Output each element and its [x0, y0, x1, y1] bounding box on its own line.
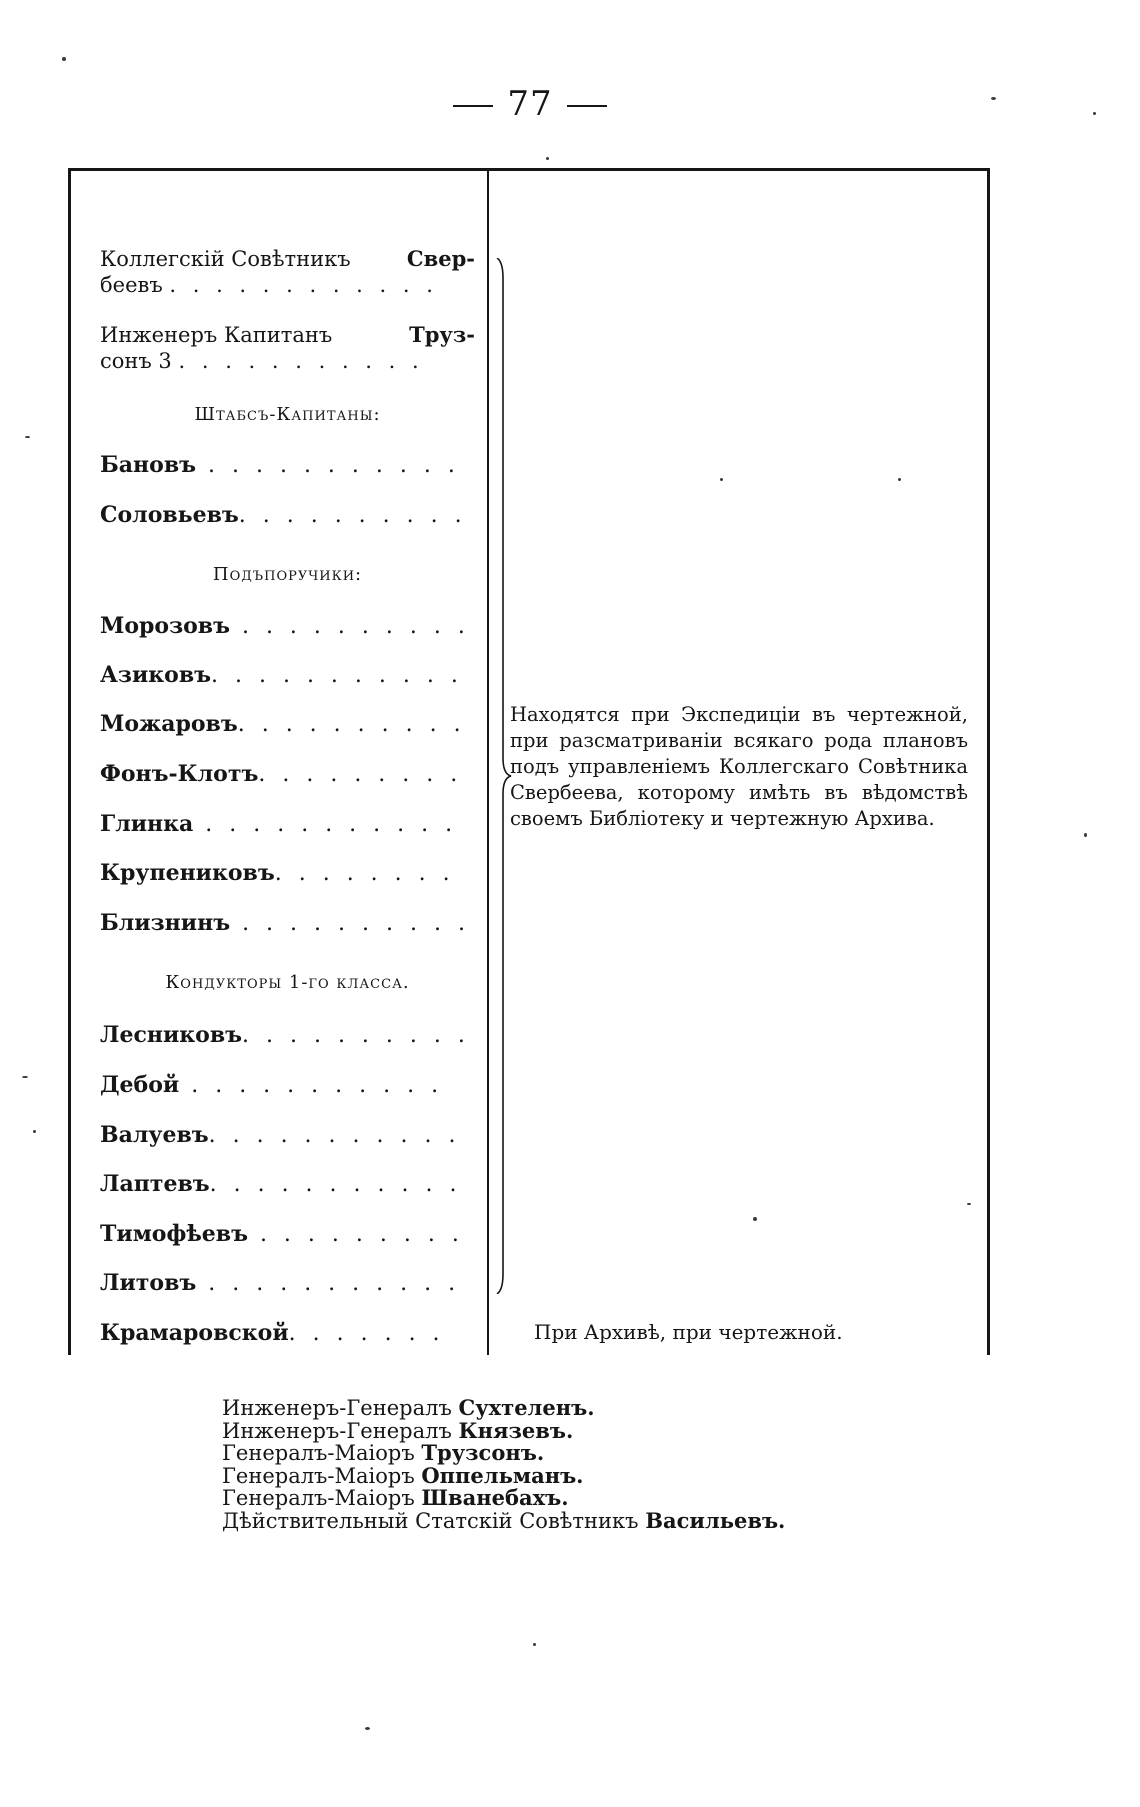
table-top-rule — [68, 168, 990, 171]
section-header-konduktory: Кондукторы 1-го класса. — [165, 972, 410, 993]
entry-laptev: Лаптевъ. . . . . . . . . . . — [100, 1171, 462, 1197]
table-left-rule — [68, 168, 71, 1355]
scan-speck — [1093, 112, 1096, 115]
table-column-rule — [487, 168, 489, 1355]
entry-bliznin: Близнинъ . . . . . . . . . . — [100, 910, 470, 936]
generals-list — [222, 1397, 785, 1532]
entry-truzson: Инженеръ Капитанъ Труз- сонъ 3 . . . . . . . . . . . — [100, 322, 475, 373]
general-row: Генералъ-Маіоръ Трузсонъ. — [222, 1440, 545, 1465]
scan-speck — [62, 57, 66, 61]
archive-note: При Архивѣ, при чертежной. — [534, 1320, 843, 1344]
general-row: Инженеръ-Генералъ Сухтеленъ. — [222, 1395, 595, 1420]
scan-speck — [25, 436, 30, 438]
entry-svverbeev: Коллегскій Совѣтникъ Свер- беевъ . . . . . . . . . . . . — [100, 246, 475, 297]
scan-speck — [1084, 833, 1087, 837]
section-header-podporuchiki: Подъпоручики: — [212, 564, 363, 585]
scan-speck — [967, 1203, 971, 1205]
scan-speck — [365, 1727, 370, 1730]
entry-deboy: Дебой . . . . . . . . . . . — [100, 1072, 444, 1098]
page-number: 77 — [0, 84, 1060, 124]
scan-speck — [533, 1643, 536, 1646]
entry-kramarovskoy: Крамаровской. . . . . . . — [100, 1320, 445, 1346]
general-row: Инженеръ-Генералъ Князевъ. — [222, 1417, 574, 1443]
scan-speck — [33, 1130, 36, 1133]
entry-glinka: Глинка . . . . . . . . . . . — [100, 811, 458, 837]
scan-speck — [22, 1076, 28, 1078]
dash-right — [567, 105, 607, 107]
duty-note: Находятся при Экспедиціи въ чертежной, при разсматриваніи всякаго рода плановъ подъ управленіемъ Коллегскаго Совѣтника Свербеева, которому имѣть въ вѣдомствѣ своемъ Библіотеку и чертежную Архива. — [510, 703, 968, 830]
entry-morozov: Морозовъ . . . . . . . . . . — [100, 613, 470, 639]
general-row: Генералъ-Маіоръ Оппельманъ. — [222, 1462, 584, 1488]
scan-speck — [546, 157, 549, 160]
entry-fon-klot: Фонъ-Клотъ. . . . . . . . . — [100, 761, 463, 787]
entry-lesnikov: Лесниковъ. . . . . . . . . . — [100, 1022, 470, 1048]
entry-valuev: Валуевъ. . . . . . . . . . . — [100, 1122, 461, 1148]
general-row: Генералъ-Маіоръ Шванебахъ. — [222, 1485, 569, 1510]
entry-soloviev: Соловьевъ. . . . . . . . . . — [100, 502, 467, 528]
scan-speck — [753, 1217, 757, 1221]
entry-litov: Литовъ . . . . . . . . . . . — [100, 1270, 461, 1296]
entry-timofeev: Тимофѣевъ . . . . . . . . . — [100, 1221, 464, 1247]
entry-mozharov: Можаровъ. . . . . . . . . . — [100, 711, 466, 737]
entry-azikov: Азиковъ. . . . . . . . . . . — [100, 662, 463, 688]
entry-krupenikov: Крупениковъ. . . . . . . . — [100, 860, 455, 886]
section-header-shtabs-kapitany: Штабсъ-Капитаны: — [194, 404, 381, 425]
scan-speck — [720, 478, 723, 481]
dash-left — [453, 105, 493, 107]
table-right-rule — [987, 168, 990, 1355]
general-row: Дѣйствительный Статскій Совѣтникъ Васильевъ. — [222, 1507, 786, 1533]
scan-speck — [991, 97, 996, 100]
scan-speck — [898, 478, 901, 481]
entry-banov: Бановъ . . . . . . . . . . . — [100, 452, 460, 478]
